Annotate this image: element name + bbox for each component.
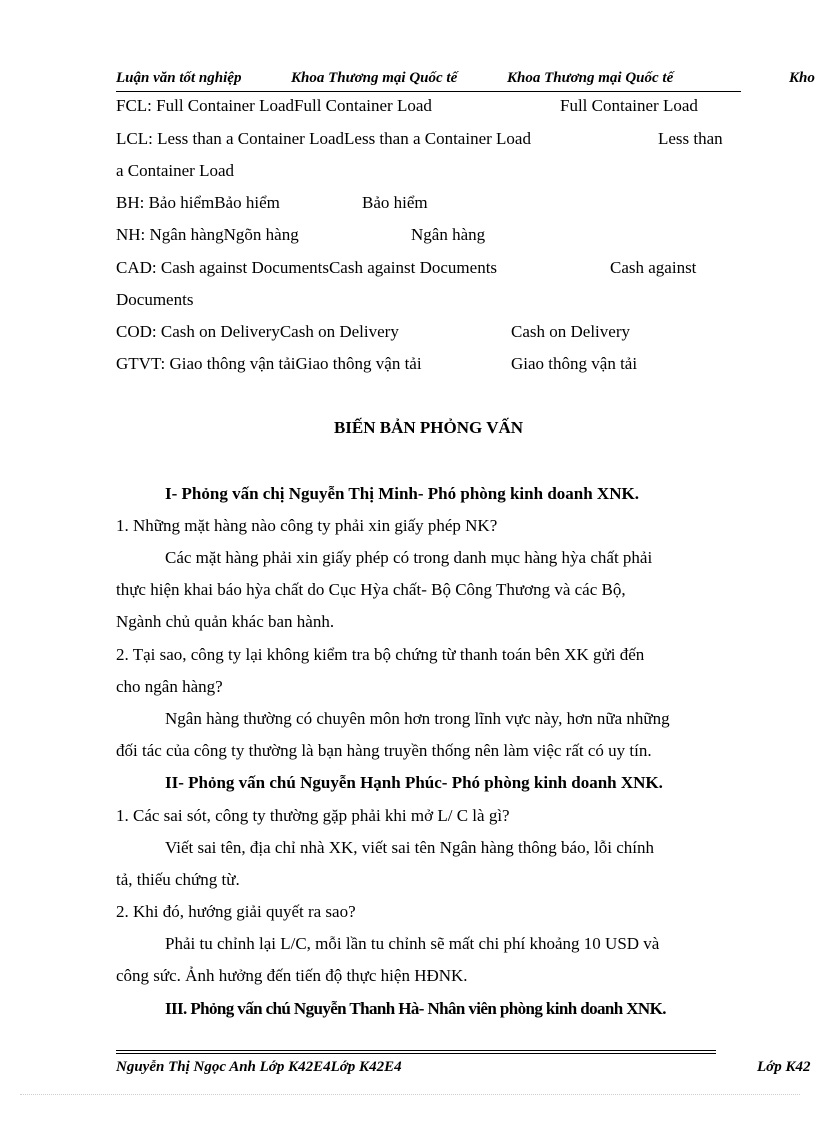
abbrev-cad-cont: Documents <box>116 290 194 309</box>
abbrev-lcl-alt: Less than <box>658 129 723 148</box>
abbrev-gtvt: GTVT: Giao thông vận tảiGiao thông vận tải <box>116 354 422 373</box>
abbrev-bh-alt: Bảo hiểm <box>362 193 428 212</box>
abbrev-lcl-cont: a Container Load <box>116 161 235 180</box>
header-rule <box>116 91 741 92</box>
abbrev-lcl: LCL: Less than a Container LoadLess than a Container Load <box>116 129 531 148</box>
footer-right: Lớp K42 <box>757 1059 811 1075</box>
abbrev-cod-alt: Cash on Delivery <box>511 322 630 341</box>
footer-rule-bottom <box>116 1053 716 1054</box>
section-2-answer-1-line-2: tả, thiếu chứng từ. <box>116 870 240 889</box>
abbrev-fcl-alt: Full Container Load <box>560 96 698 115</box>
header-mid-2: Khoa Thương mại Quốc tế <box>507 70 674 86</box>
section-1-question-2-line-1: 2. Tại sao, công ty lại không kiểm tra bộ chứng từ thanh toán bên XK gửi đến <box>116 645 645 664</box>
abbrev-nh: NH: Ngân hàngNgõn hàng <box>116 225 299 244</box>
section-2-question-1: 1. Các sai sót, công ty thường gặp phải khi mở L/ C là gì? <box>116 806 510 825</box>
section-1-answer-2-line-2: đối tác của công ty thường là bạn hàng truyền thống nên làm việc rất có uy tín. <box>116 741 652 760</box>
abbrev-nh-alt: Ngân hàng <box>411 225 486 244</box>
section-2-question-2: 2. Khi đó, hướng giải quyết ra sao? <box>116 902 356 921</box>
header-mid-1: Khoa Thương mại Quốc tế <box>291 70 458 86</box>
page-bottom-dotted-border <box>20 1094 800 1095</box>
abbrev-cod: COD: Cash on DeliveryCash on Delivery <box>116 322 399 341</box>
abbrev-cad: CAD: Cash against DocumentsCash against Documents <box>116 258 498 277</box>
section-3-heading: III. Phỏng vấn chú Nguyễn Thanh Hà- Nhân viên phòng kinh doanh XNK. <box>165 999 666 1018</box>
section-1-answer-1-line-3: Ngành chủ quản khác ban hành. <box>116 612 335 631</box>
abbrev-fcl: FCL: Full Container LoadFull Container Load <box>116 96 432 115</box>
header-left: Luận văn tốt nghiệp <box>116 70 242 86</box>
section-1-question-2-line-2: cho ngân hàng? <box>116 677 223 696</box>
page-title: BIẾN BẢN PHỎNG VẤN <box>333 418 524 437</box>
abbrev-bh: BH: Bảo hiểmBảo hiểm <box>116 193 280 212</box>
header-right: Kho <box>789 70 815 86</box>
section-2-answer-2-line-2: công sức. Ảnh hưởng đến tiến độ thực hiện HĐNK. <box>116 966 468 985</box>
section-1-answer-1-line-1: Các mặt hàng phải xin giấy phép có trong danh mục hàng hỳa chất phải <box>165 548 653 567</box>
section-1-answer-1-line-2: thực hiện khai báo hỳa chất do Cục Hỳa chất- Bộ Công Thương và các Bộ, <box>116 580 626 599</box>
section-2-answer-2-line-1: Phải tu chỉnh lại L/C, mỗi lần tu chỉnh sẽ mất chi phí khoảng 10 USD và <box>165 934 660 953</box>
section-2-answer-1-line-1: Viết sai tên, địa chỉ nhà XK, viết sai tên Ngân hàng thông báo, lỗi chính <box>165 838 655 857</box>
footer-left: Nguyễn Thị Ngọc Anh Lớp K42E4Lớp K42E4 <box>116 1059 402 1075</box>
section-1-answer-2-line-1: Ngân hàng thường có chuyên môn hơn trong lĩnh vực này, hơn nữa những <box>165 709 670 728</box>
abbrev-gtvt-alt: Giao thông vận tải <box>511 354 638 373</box>
section-1-heading: I- Phỏng vấn chị Nguyễn Thị Minh- Phó phòng kinh doanh XNK. <box>165 484 639 503</box>
footer-rule-top <box>116 1050 716 1051</box>
section-1-question-1: 1. Những mặt hàng nào công ty phải xin giấy phép NK? <box>116 516 498 535</box>
section-2-heading: II- Phỏng vấn chú Nguyễn Hạnh Phúc- Phó phòng kinh doanh XNK. <box>165 773 663 792</box>
abbrev-cad-alt: Cash against <box>610 258 697 277</box>
